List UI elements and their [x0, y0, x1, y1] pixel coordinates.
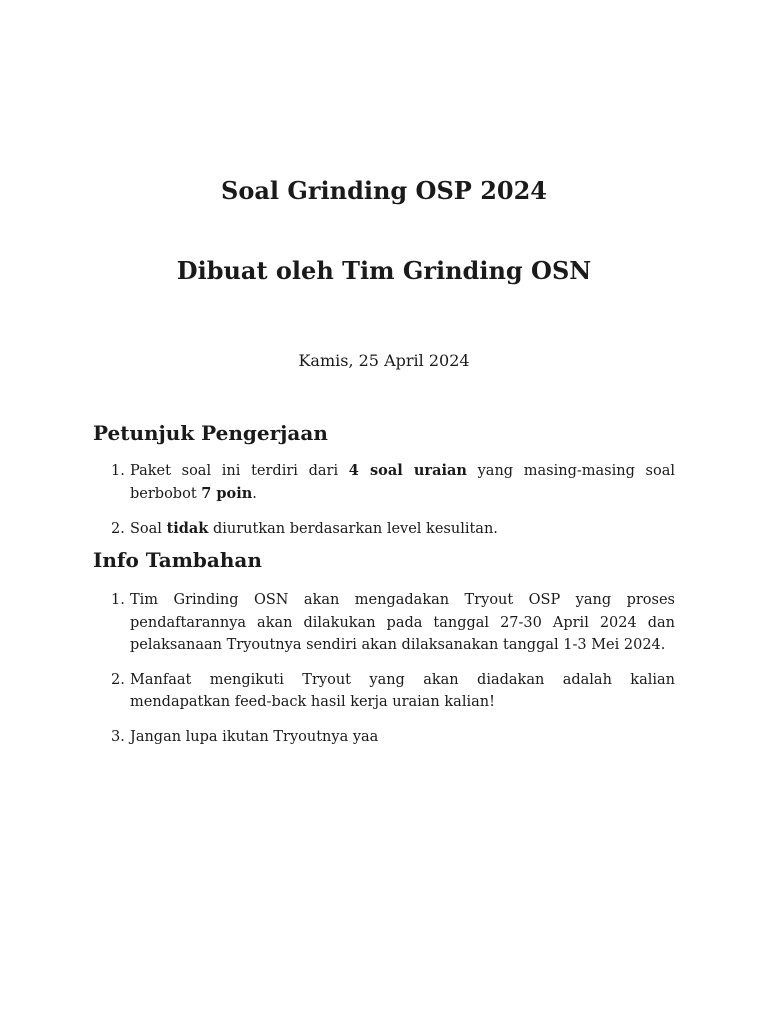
list-item [93, 589, 675, 657]
section-heading-info: Info Tambahan [93, 548, 262, 572]
item-text: yang masing-masing soal berbobot [130, 463, 675, 502]
list-item [93, 460, 675, 505]
list-item-number: 1. [111, 592, 125, 608]
list-item-number: 2. [111, 671, 125, 688]
list-item [93, 726, 675, 749]
document-title: Soal Grinding OSP 2024 [221, 176, 547, 205]
item-text: diurutkan berdasarkan level kesulitan. [208, 521, 498, 537]
section-heading-petunjuk: Petunjuk Pengerjaan [93, 421, 328, 445]
item-text: Paket soal ini terdiri dari [130, 463, 349, 479]
item-text: Soal [130, 521, 167, 537]
item-bold-text: 7 poin [201, 484, 253, 502]
petunjuk-list [93, 460, 675, 554]
item-text: Manfaat mengikuti Tryout yang akan diadakan adalah kalian mendapatkan feed-back hasil kerja uraian kalian! [130, 671, 675, 710]
info-list [93, 589, 675, 760]
item-text: Tim Grinding OSN akan mengadakan Tryout OSP yang proses pendaftarannya akan dilakukan pada tanggal 27-30 April 2024 dan pelaksanaan Tryoutnya sendiri akan dilaksanakan tanggal 1-3 Mei 2024. [130, 592, 675, 653]
list-item-number: 3. [111, 728, 125, 745]
document-date: Kamis, 25 April 2024 [298, 351, 470, 370]
item-bold-text: tidak [166, 520, 209, 537]
item-text: . [252, 485, 257, 502]
list-item [93, 669, 675, 714]
item-text: Jangan lupa ikutan Tryoutnya yaa [130, 728, 379, 745]
document-subtitle: Dibuat oleh Tim Grinding OSN [176, 256, 592, 285]
list-item [93, 518, 675, 541]
list-item-number: 1. [111, 463, 125, 479]
list-item-number: 2. [111, 521, 125, 537]
item-bold-text: 4 soal uraian [348, 462, 467, 479]
